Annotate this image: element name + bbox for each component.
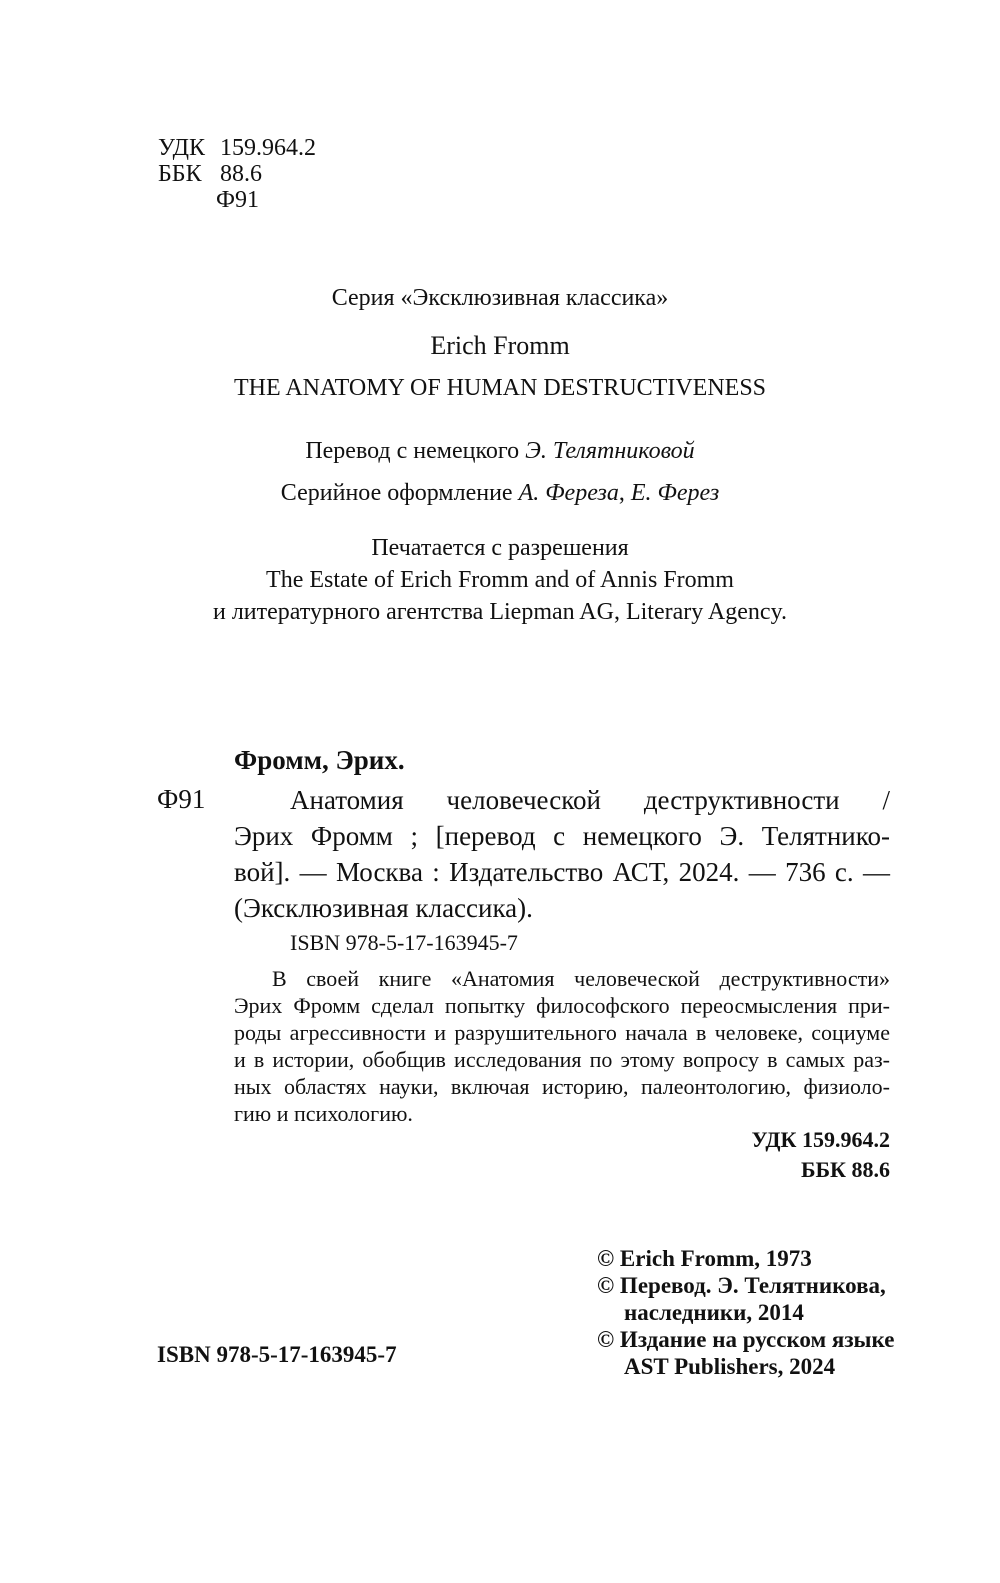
abstract-line: гию и психологию.	[234, 1101, 413, 1126]
design-prefix: Серийное оформление	[280, 480, 519, 506]
bbk-value: 88.6	[220, 161, 262, 187]
design-line	[0, 478, 1000, 508]
abstract-line: Эрих Фромм сделал попытку философского переосмысления при-	[234, 993, 890, 1018]
designer-name-1: А. Фереза	[518, 480, 619, 506]
catalog-isbn: ISBN 978-5-17-163945-7	[290, 930, 518, 955]
design-separator: ,	[618, 480, 631, 506]
copyright-block	[597, 1245, 894, 1380]
footer-isbn: ISBN 978-5-17-163945-7	[157, 1342, 397, 1367]
copyright-line: © Издание на русском языке	[597, 1327, 895, 1352]
translation-prefix: Перевод с немецкого	[305, 438, 526, 464]
udk-row	[158, 135, 316, 161]
description-line: Анатомия человеческой деструктивности /	[290, 785, 890, 815]
description-line: (Эксклюзивная классика).	[234, 893, 533, 923]
classification-block	[158, 135, 316, 213]
udk-value: 159.964.2	[220, 135, 316, 161]
copyright-line: наследники, 2014	[624, 1300, 804, 1325]
abstract-line: роды агрессивности и разрушительного начала в человеке, социуме	[234, 1020, 890, 1045]
bbk-row	[158, 161, 316, 187]
description-line: Эрих Фромм ; [перевод с немецкого Э. Телятнико-	[234, 821, 890, 851]
catalog-description	[234, 782, 890, 926]
translator-name: Э. Телятниковой	[525, 438, 695, 464]
abstract-line: В своей книге «Анатомия человеческой деструктивности»	[272, 966, 890, 991]
catalog-bbk: ББК 88.6	[800, 1157, 890, 1182]
permission-line-2: The Estate of Erich Fromm and of Annis Fromm	[266, 567, 734, 593]
original-author: Erich Fromm	[430, 331, 570, 360]
copyright-line: AST Publishers, 2024	[624, 1354, 836, 1379]
catalog-abstract	[234, 965, 890, 1127]
bbk-label: ББК	[158, 161, 202, 187]
translation-line	[0, 436, 1000, 466]
catalog-author-heading: Фромм, Эрих.	[234, 745, 405, 775]
abstract-line: ных областях науки, включая историю, палеонтологию, физиоло-	[234, 1074, 890, 1099]
copyright-line: © Перевод. Э. Телятникова,	[597, 1273, 886, 1298]
catalog-udk: УДК 159.964.2	[751, 1127, 890, 1152]
catalog-classification	[640, 1125, 890, 1185]
series-line: Серия «Эксклюзивная классика»	[331, 285, 669, 311]
copyright-line: © Erich Fromm, 1973	[597, 1246, 812, 1271]
abstract-line: и в истории, обобщив исследования по этому вопросу в самых раз-	[234, 1047, 890, 1072]
permission-line-1: Печатается с разрешения	[371, 535, 629, 561]
description-line: вой]. — Москва : Издательство АСТ, 2024. — 736 с. —	[234, 857, 890, 887]
permission-line-3: и литературного агентства Liepman AG, Literary Agency.	[212, 599, 788, 625]
udk-label: УДК	[158, 135, 205, 161]
author-mark: Ф91	[216, 187, 259, 213]
catalog-mark: Ф91	[157, 784, 206, 814]
original-title: THE ANATOMY OF HUMAN DESTRUCTIVENESS	[233, 375, 767, 401]
designer-name-2: Е. Ферез	[630, 480, 720, 506]
